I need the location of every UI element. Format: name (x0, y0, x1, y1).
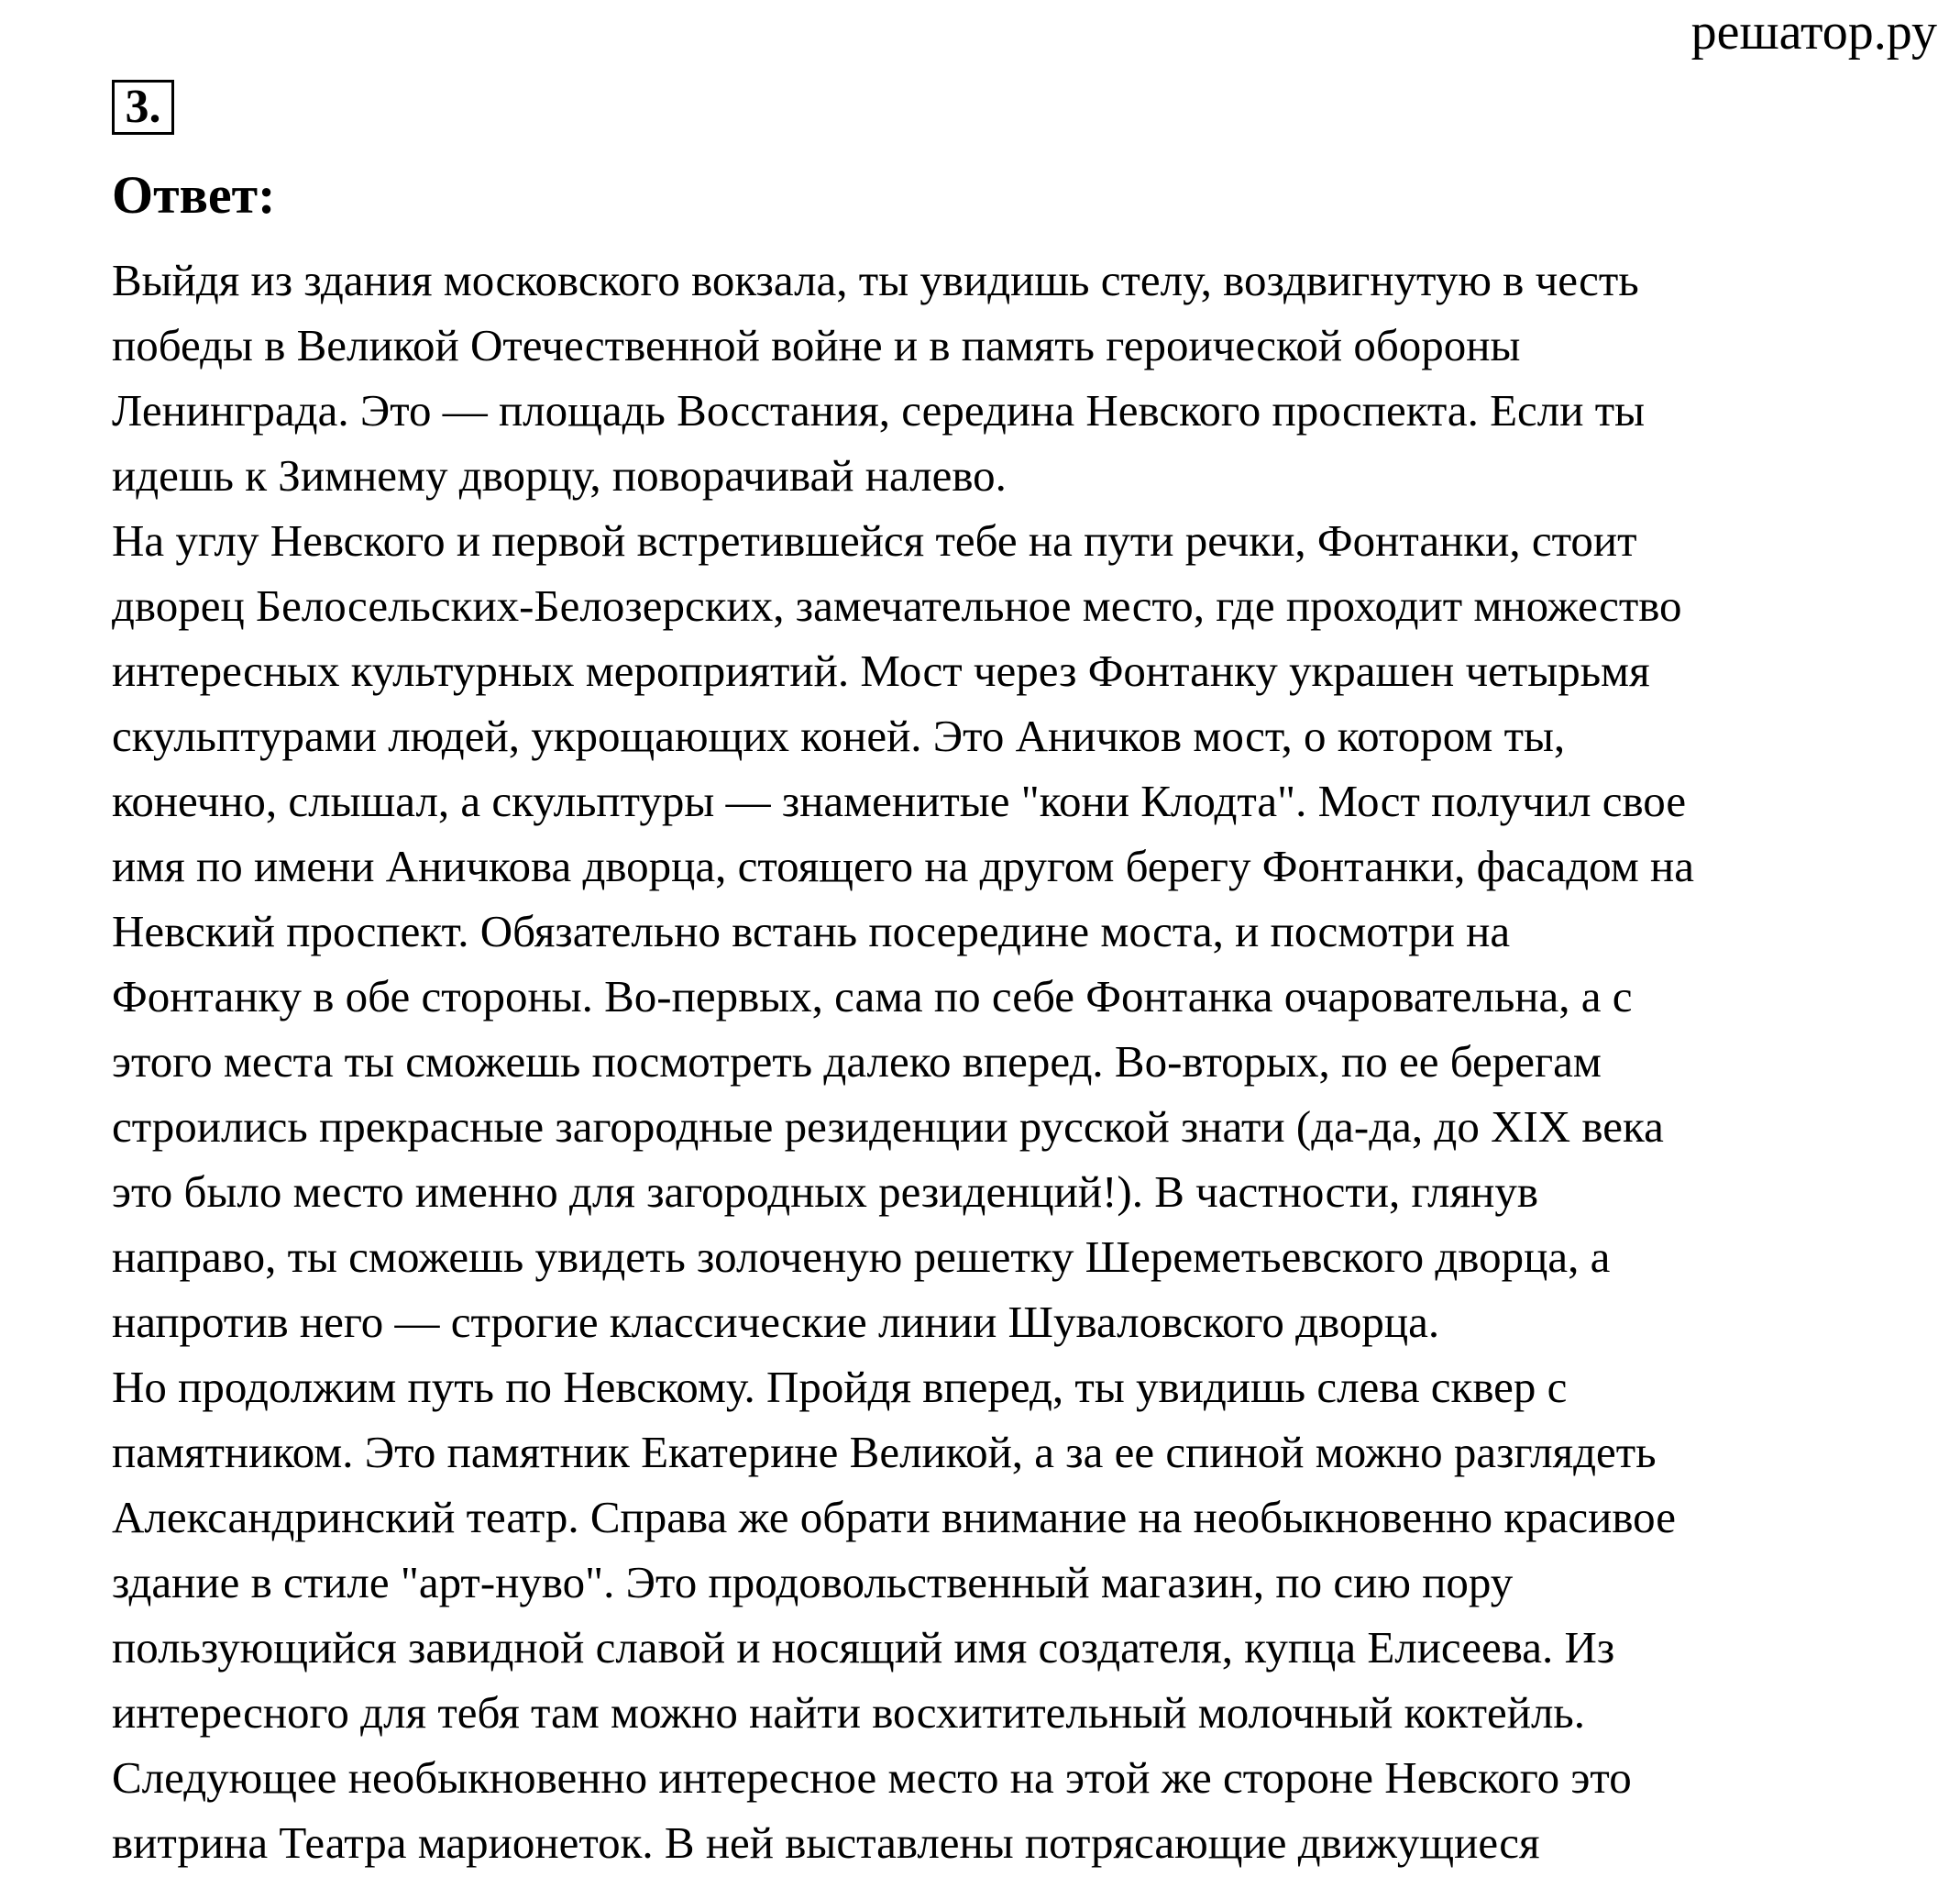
answer-text-line: памятником. Это памятник Екатерине Великой, а за ее спиной можно разглядеть (112, 1427, 1657, 1477)
answer-text-line: Выйдя из здания московского вокзала, ты увидишь стелу, воздвигнутую в честь (112, 255, 1639, 305)
answer-text-line: Но продолжим путь по Невскому. Пройдя вперед, ты увидишь слева сквер с (112, 1362, 1568, 1412)
answer-text-line: На углу Невского и первой встретившейся тебе на пути речки, Фонтанки, стоит (112, 515, 1637, 566)
problem-number-box (112, 80, 174, 135)
answer-text-line: скульптурами людей, укрощающих коней. Это Аничков мост, о котором ты, (112, 711, 1566, 761)
answer-text-line: идешь к Зимнему дворцу, поворачивай налево. (112, 450, 1007, 501)
answer-heading: Ответ: (112, 165, 276, 225)
answer-text-line: пользующийся завидной славой и носящий имя создателя, купца Елисеева. Из (112, 1622, 1615, 1673)
answer-text-line: победы в Великой Отечественной войне и в память героической обороны (112, 320, 1521, 370)
answer-text-line: этого места ты сможешь посмотреть далеко вперед. Во-вторых, по ее берегам (112, 1036, 1602, 1087)
answer-text-line: дворец Белосельских-Белозерских, замечательное место, где проходит множество (112, 580, 1682, 631)
answer-text-line: имя по имени Аничкова дворца, стоящего на другом берегу Фонтанки, фасадом на (112, 841, 1694, 891)
answer-text-line: напротив него — строгие классические линии Шуваловского дворца. (112, 1297, 1440, 1347)
answer-text-line: Следующее необыкновенно интересное место на этой же стороне Невского это (112, 1752, 1632, 1803)
answer-text-line: интересного для тебя там можно найти восхитительный молочный коктейль. (112, 1687, 1585, 1738)
answer-text-line: интересных культурных мероприятий. Мост через Фонтанку украшен четырьмя (112, 646, 1650, 696)
answer-text-line: конечно, слышал, а скульптуры — знаменитые "кони Клодта". Мост получил свое (112, 776, 1687, 826)
answer-text-line: витрина Театра марионеток. В ней выставлены потрясающие движущиеся (112, 1817, 1540, 1868)
answer-text-line: направо, ты сможешь увидеть золоченую решетку Шереметьевского дворца, а (112, 1231, 1611, 1282)
answer-text-line: строились прекрасные загородные резиденции русской знати (да-да, до XIX века (112, 1101, 1664, 1152)
answer-text-line: это было место именно для загородных резиденций!). В частности, глянув (112, 1166, 1538, 1217)
answer-text-line: Александринский театр. Справа же обрати внимание на необыкновенно красивое (112, 1492, 1677, 1542)
answer-text-line: Невский проспект. Обязательно встань посередине моста, и посмотри на (112, 906, 1511, 956)
site-watermark: решатор.ру (1690, 4, 1937, 61)
answer-text-line: здание в стиле "арт-нуво". Это продовольственный магазин, по сию пору (112, 1557, 1514, 1607)
answer-text-line: Ленинграда. Это — площадь Восстания, середина Невского проспекта. Если ты (112, 385, 1646, 436)
answer-text-line: Фонтанку в обе стороны. Во-первых, сама по себе Фонтанка очаровательна, а с (112, 971, 1633, 1021)
answer-text-block (112, 248, 1941, 1875)
problem-number: 3. (125, 81, 161, 133)
